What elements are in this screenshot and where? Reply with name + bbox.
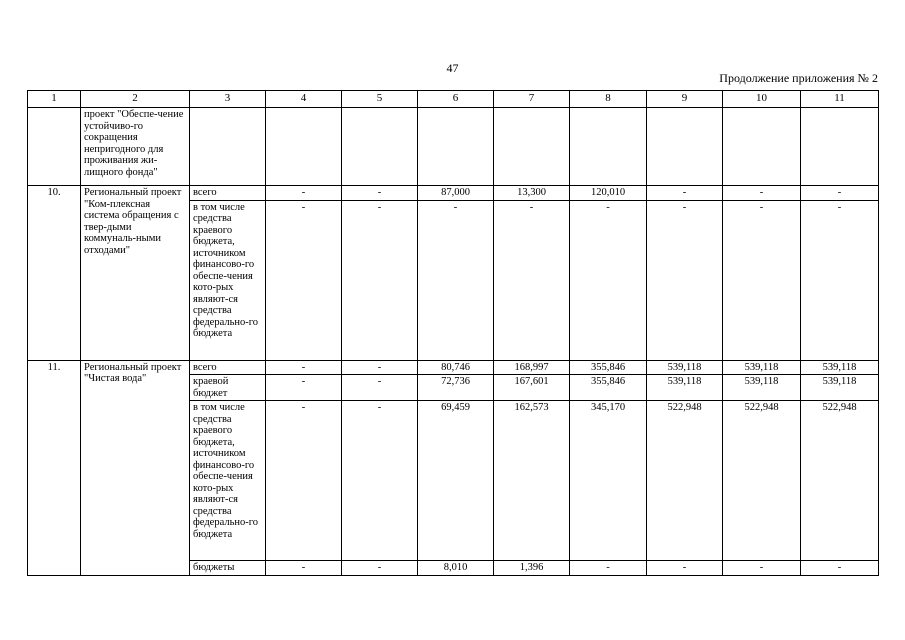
project-name: Региональный проект "Чистая вода" (81, 360, 190, 575)
page-number: 47 (446, 61, 459, 75)
value-cell: - (723, 186, 801, 201)
value-cell (647, 108, 723, 186)
project-name: Региональный проект "Ком-плексная система обращения с твер-дыми коммуналь-ными отходами" (81, 186, 190, 361)
column-header: 3 (190, 91, 266, 108)
column-number-row (28, 91, 879, 108)
value-cell (494, 108, 570, 186)
value-cell: 80,746 (418, 360, 494, 375)
row-number: 11. (28, 360, 81, 575)
column-header: 1 (28, 91, 81, 108)
funding-source (190, 108, 266, 186)
value-cell: 345,170 (570, 401, 647, 561)
value-cell: - (266, 375, 342, 401)
value-cell: - (342, 200, 418, 360)
value-cell (570, 108, 647, 186)
value-cell: 539,118 (723, 375, 801, 401)
value-cell: 522,948 (801, 401, 879, 561)
value-cell: - (801, 561, 879, 576)
value-cell: - (647, 186, 723, 201)
column-header: 8 (570, 91, 647, 108)
value-cell: 355,846 (570, 360, 647, 375)
value-cell: - (266, 360, 342, 375)
value-cell: - (723, 200, 801, 360)
value-cell: - (266, 186, 342, 201)
value-cell: - (801, 200, 879, 360)
table-row (28, 108, 879, 186)
funding-source: бюджеты (190, 561, 266, 576)
funding-source: всего (190, 360, 266, 375)
value-cell: 539,118 (723, 360, 801, 375)
column-header: 10 (723, 91, 801, 108)
column-header: 2 (81, 91, 190, 108)
value-cell: - (342, 375, 418, 401)
funding-source: в том числе средства краевого бюджета, источником финансово-го обеспе-чения кото-рых являют-ся средства федерально-го бюджета (190, 401, 266, 561)
value-cell: 69,459 (418, 401, 494, 561)
value-cell: 539,118 (647, 360, 723, 375)
table-row (28, 186, 879, 201)
funding-source: краевой бюджет (190, 375, 266, 401)
value-cell: 522,948 (647, 401, 723, 561)
column-header: 6 (418, 91, 494, 108)
value-cell (342, 108, 418, 186)
value-cell: 355,846 (570, 375, 647, 401)
column-header: 11 (801, 91, 879, 108)
budget-table (27, 90, 879, 576)
value-cell: - (723, 561, 801, 576)
value-cell: 72,736 (418, 375, 494, 401)
funding-source: всего (190, 186, 266, 201)
value-cell: - (342, 186, 418, 201)
value-cell: - (342, 360, 418, 375)
value-cell: 1,396 (494, 561, 570, 576)
table-row (28, 360, 879, 375)
row-number: 10. (28, 186, 81, 361)
value-cell: - (570, 561, 647, 576)
value-cell: 120,010 (570, 186, 647, 201)
row-number (28, 108, 81, 186)
value-cell: 13,300 (494, 186, 570, 201)
value-cell: 167,601 (494, 375, 570, 401)
value-cell: - (647, 200, 723, 360)
value-cell: - (266, 561, 342, 576)
value-cell: 522,948 (723, 401, 801, 561)
value-cell: 162,573 (494, 401, 570, 561)
value-cell: - (342, 561, 418, 576)
value-cell: - (342, 401, 418, 561)
column-header: 4 (266, 91, 342, 108)
value-cell: 539,118 (647, 375, 723, 401)
value-cell (801, 108, 879, 186)
value-cell: - (266, 401, 342, 561)
value-cell: 539,118 (801, 375, 879, 401)
value-cell (266, 108, 342, 186)
value-cell: 8,010 (418, 561, 494, 576)
column-header: 5 (342, 91, 418, 108)
appendix-continuation-note: Продолжение приложения № 2 (719, 71, 878, 85)
value-cell: - (801, 186, 879, 201)
value-cell: - (647, 561, 723, 576)
funding-source: в том числе средства краевого бюджета, источником финансово-го обеспе-чения кото-рых являют-ся средства федерально-го бюджета (190, 200, 266, 360)
value-cell (723, 108, 801, 186)
value-cell: 168,997 (494, 360, 570, 375)
value-cell: - (494, 200, 570, 360)
value-cell: - (570, 200, 647, 360)
value-cell: 539,118 (801, 360, 879, 375)
project-name: проект "Обеспе-чение устойчиво-го сокращения непригодного для проживания жи-лищного фонда" (81, 108, 190, 186)
column-header: 9 (647, 91, 723, 108)
column-header: 7 (494, 91, 570, 108)
value-cell (418, 108, 494, 186)
value-cell: 87,000 (418, 186, 494, 201)
value-cell: - (418, 200, 494, 360)
value-cell: - (266, 200, 342, 360)
